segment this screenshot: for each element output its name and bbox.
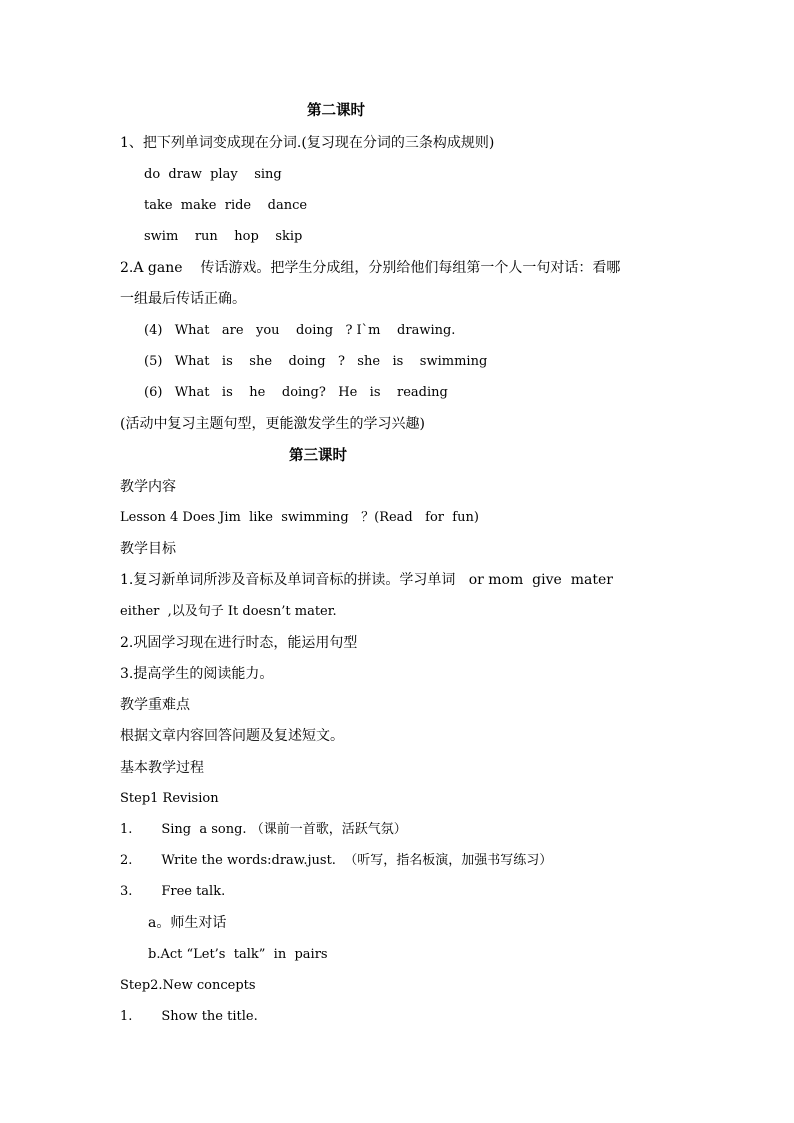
lesson2-heading: 第二课时	[307, 102, 365, 119]
sub-item-b: b.Act “Let’s talk” in pairs	[148, 947, 328, 962]
process-label: 基本教学过程	[120, 760, 204, 776]
lesson2-note: (活动中复习主题句型，更能激发学生的学习兴趣)	[120, 416, 425, 432]
step2-heading: Step2.New concepts	[120, 978, 256, 993]
step1-heading: Step1 Revision	[120, 791, 219, 806]
lesson3-heading: 第三课时	[289, 447, 347, 464]
goal-1-line1: 1.复习新单词所涉及音标及单词音标的拼读。学习单词 or mom give mater	[120, 572, 613, 588]
sub-item-a: a。师生对话	[148, 915, 227, 931]
dialogue-line-1: (4) What are you doing ? I`m drawing.	[144, 323, 456, 338]
step1-item-3: 3. Free talk.	[120, 884, 226, 899]
goals-label: 教学目标	[120, 541, 176, 557]
step2-item-1: 1. Show the title.	[120, 1009, 258, 1024]
dialogue-line-3: (6) What is he doing? He is reading	[144, 385, 448, 400]
word-row-1: do draw play sing	[144, 167, 282, 182]
key-label: 教学重难点	[120, 697, 190, 713]
content-label: 教学内容	[120, 479, 176, 495]
key-text: 根据文章内容回答问题及复述短文。	[120, 728, 344, 744]
lesson2-item2-line2: 一组最后传话正确。	[120, 291, 246, 307]
goal-2: 2.巩固学习现在进行时态，能运用句型	[120, 635, 358, 651]
lesson2-item1: 1、把下列单词变成现在分词.(复习现在分词的三条构成规则)	[120, 135, 495, 151]
content-text: Lesson 4 Does Jim like swimming ？(Read for fun)	[120, 510, 479, 525]
dialogue-line-2: (5) What is she doing ? she is swimming	[144, 354, 488, 369]
step1-item-2: 2. Write the words:draw.just. （听写，指名板演，加强书写练习）	[120, 853, 553, 868]
word-row-2: take make ride dance	[144, 198, 308, 213]
lesson2-item2-line1: 2.A gane 传话游戏。把学生分成组，分别给他们每组第一个人一句对话：看哪	[120, 260, 621, 276]
goal-3: 3.提高学生的阅读能力。	[120, 666, 274, 682]
word-row-3: swim run hop skip	[144, 229, 303, 244]
goal-1-line2: either ,以及句子 It doesn’t mater.	[120, 604, 337, 619]
step1-item-1: 1. Sing a song. （课前一首歌，活跃气氛）	[120, 822, 407, 837]
